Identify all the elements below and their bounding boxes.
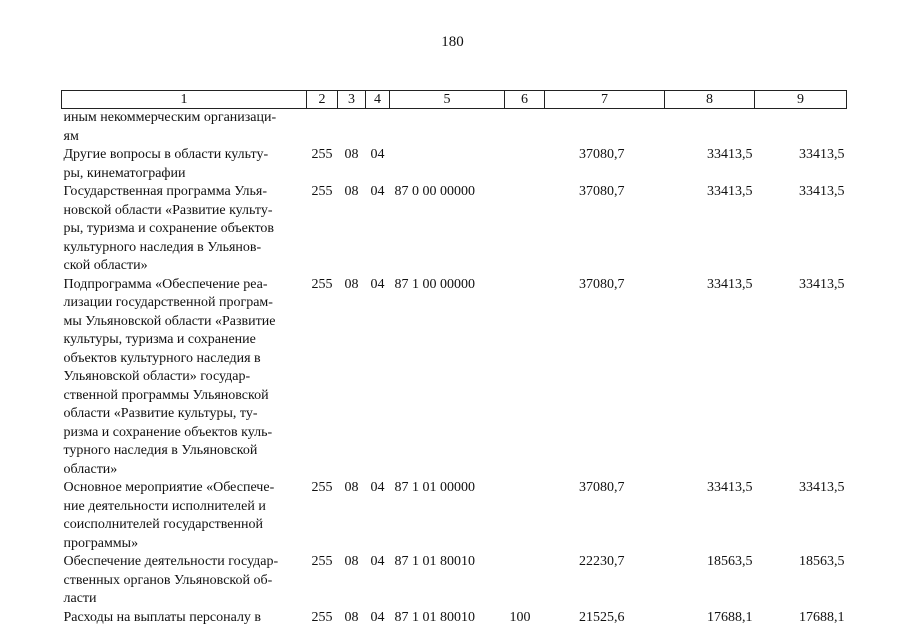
cell-section: 08 — [344, 184, 359, 199]
cell-ministry — [307, 109, 338, 147]
column-header: 3 — [338, 91, 366, 109]
cell-section: 08 — [344, 609, 359, 625]
cell-section — [338, 109, 366, 147]
cell-subsection: 04 — [370, 554, 385, 569]
cell-expense-type — [505, 479, 545, 553]
cell-amount-3: 33413,5 — [799, 276, 845, 292]
cell-target-item: 87 0 00 00000 — [394, 184, 475, 199]
column-header: 7 — [545, 91, 665, 109]
cell-amount-3: 18563,5 — [799, 554, 845, 569]
row-name: Основное мероприятие «Обеспече- ние деятельности исполнителей и соисполнителей государственной программы» — [63, 480, 275, 551]
table-row — [62, 276, 847, 480]
cell-amount-1 — [545, 109, 665, 147]
cell-target-item — [390, 146, 505, 183]
table-row — [62, 109, 847, 147]
cell-amount-2: 33413,5 — [707, 276, 753, 292]
cell-amount-3: 33413,5 — [799, 480, 845, 495]
cell-amount-1: 21525,6 — [579, 609, 625, 625]
table-row — [62, 609, 847, 628]
cell-ministry: 255 — [311, 480, 333, 495]
column-header: 5 — [390, 91, 505, 109]
table-header-row — [62, 91, 847, 109]
cell-expense-type — [505, 146, 545, 183]
cell-subsection: 04 — [370, 480, 385, 495]
cell-amount-1: 37080,7 — [579, 147, 625, 162]
cell-subsection — [366, 109, 390, 147]
cell-amount-3: 33413,5 — [799, 147, 845, 162]
row-name: Государственная программа Улья- новской области «Развитие культу- ры, туризма и сохранение объектов культурного наследия в Ульянов- ской области» — [63, 184, 275, 273]
row-name: иным некоммерческим организаци- ям — [63, 110, 277, 144]
cell-amount-1: 37080,7 — [579, 480, 625, 495]
page-number: 180 — [441, 34, 464, 50]
column-header: 9 — [755, 91, 847, 109]
cell-amount-1: 22230,7 — [579, 554, 625, 569]
column-header: 6 — [505, 91, 545, 109]
cell-ministry: 255 — [311, 147, 333, 162]
cell-subsection: 04 — [370, 609, 385, 625]
cell-target-item: 87 1 00 00000 — [394, 276, 475, 292]
cell-amount-2 — [665, 109, 755, 147]
cell-ministry: 255 — [311, 184, 333, 199]
cell-expense-type — [505, 553, 545, 609]
column-header: 8 — [665, 91, 755, 109]
cell-amount-3: 17688,1 — [799, 609, 845, 625]
cell-amount-2: 17688,1 — [707, 609, 753, 625]
cell-amount-1: 37080,7 — [579, 276, 625, 292]
cell-amount-2: 33413,5 — [707, 184, 753, 199]
cell-expense-type — [505, 109, 545, 147]
cell-section: 08 — [344, 480, 359, 495]
cell-amount-3 — [755, 109, 847, 147]
cell-subsection: 04 — [370, 276, 385, 292]
cell-section: 08 — [344, 276, 359, 292]
row-name: Подпрограмма «Обеспечение реа- лизации государственной програм- мы Ульяновской области «Развитие культуры, туризма и сохранение объектов культурного наследия в Ульяновской области» государ- ственной программы Ульяновской области «Развитие культуры, ту- ризма и сохранение объектов куль- турного наследия в Ульяновской области» — [63, 276, 276, 477]
cell-section: 08 — [344, 147, 359, 162]
cell-subsection: 04 — [370, 147, 385, 162]
cell-ministry: 255 — [311, 609, 333, 625]
cell-ministry: 255 — [311, 554, 333, 569]
column-header: 2 — [307, 91, 338, 109]
table-row — [62, 183, 847, 276]
cell-amount-2: 33413,5 — [707, 480, 753, 495]
cell-expense-type — [505, 276, 545, 480]
cell-target-item: 87 1 01 80010 — [394, 554, 475, 569]
table-row — [62, 146, 847, 183]
cell-amount-1: 37080,7 — [579, 184, 625, 199]
cell-amount-2: 33413,5 — [707, 147, 753, 162]
column-header: 1 — [62, 91, 307, 109]
table-row — [62, 479, 847, 553]
cell-section: 08 — [344, 554, 359, 569]
cell-target-item: 87 1 01 80010 — [394, 609, 475, 625]
budget-table — [61, 90, 847, 627]
cell-amount-2: 18563,5 — [707, 554, 753, 569]
cell-expense-type — [505, 183, 545, 276]
cell-ministry: 255 — [311, 276, 333, 292]
table-row — [62, 553, 847, 609]
cell-expense-type: 100 — [509, 609, 531, 625]
row-name: Другие вопросы в области культу- ры, кинематографии — [63, 147, 269, 181]
cell-subsection: 04 — [370, 184, 385, 199]
cell-target-item: 87 1 01 00000 — [394, 480, 475, 495]
column-header: 4 — [366, 91, 390, 109]
cell-amount-3: 33413,5 — [799, 184, 845, 199]
row-name: Обеспечение деятельности государ- ственных органов Ульяновской об- ласти — [63, 554, 279, 606]
row-name: Расходы на выплаты персоналу в — [63, 609, 262, 625]
cell-target-item — [390, 109, 505, 147]
